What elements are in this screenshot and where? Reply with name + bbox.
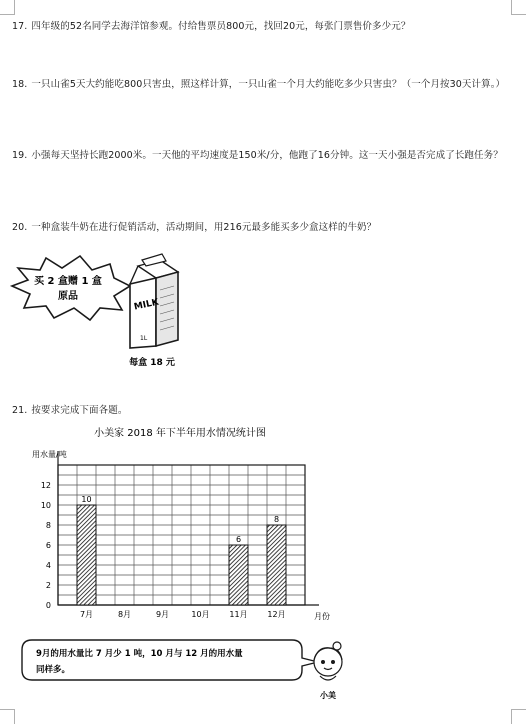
- promo-text-line1: 买 2 盒赠 1 盒: [34, 276, 102, 287]
- speech-line1: 9月的用水量比 7 月少 1 吨，10 月与 12 月的用水量: [36, 649, 243, 659]
- carton-label: MILK: [133, 297, 160, 313]
- chart-title: 小美家 2018 年下半年用水情况统计图: [94, 428, 266, 439]
- question-number: 18.: [12, 79, 28, 90]
- x-tick-label: 7月: [79, 610, 94, 619]
- girl-character-icon: [314, 642, 342, 680]
- y-tick-label: 0: [45, 601, 51, 610]
- question-text: 小强每天坚持长跑2000米。一天他的平均速度是150米/分，他跑了16分钟。这一天小强是否完成了长跑任务？: [31, 150, 503, 161]
- question-text: 一种盒装牛奶在进行促销活动，活动期间，用216元最多能买多少盒这样的牛奶？: [31, 222, 377, 233]
- speech-line2: 同样多。: [36, 665, 71, 675]
- crop-mark-bottom-right: [511, 709, 526, 724]
- question-number: 17.: [12, 21, 28, 32]
- question-20: [12, 217, 512, 239]
- data-label: 10: [81, 495, 92, 504]
- y-tick-label: 12: [40, 481, 51, 490]
- y-tick-label: 4: [45, 561, 51, 570]
- x-axis-label: 月份: [314, 612, 330, 621]
- y-tick-label: 2: [45, 581, 51, 590]
- water-usage-bar-chart: [20, 422, 350, 628]
- data-label: 6: [235, 535, 242, 544]
- question-17: [12, 16, 512, 38]
- carton-size: 1L: [140, 335, 148, 342]
- y-tick-label: 6: [45, 541, 51, 550]
- crop-mark-bottom-left: [0, 709, 15, 724]
- question-text: 四年级的52名同学去海洋馆参观。付给售票员800元，找回20元，每张门票售价多少元？: [31, 21, 411, 32]
- bar: [267, 525, 286, 605]
- chart-bars: [77, 495, 286, 605]
- x-tick-labels: [80, 610, 286, 619]
- milk-carton-icon: [130, 254, 178, 348]
- price-caption: 每盒 18 元: [129, 358, 175, 368]
- x-tick-label: 9月: [155, 610, 170, 619]
- y-tick-labels: [41, 481, 51, 610]
- question-number: 20.: [12, 222, 28, 233]
- x-tick-label: 10月: [191, 610, 210, 619]
- question-19: [12, 145, 512, 167]
- bar: [77, 505, 96, 605]
- character-name: 小美: [320, 691, 336, 700]
- question-21: [12, 400, 512, 422]
- question-number: 21.: [12, 405, 28, 416]
- question-number: 19.: [12, 150, 28, 161]
- milk-promotion-illustration: [10, 250, 200, 375]
- y-tick-label: 8: [45, 521, 51, 530]
- question-18: [12, 74, 512, 96]
- speech-bubble-area: [18, 636, 358, 708]
- promo-text-line2: 原品: [58, 291, 78, 302]
- x-tick-label: 8月: [117, 610, 132, 619]
- data-label: 8: [273, 515, 280, 524]
- y-axis-label: 用水量/吨: [32, 450, 67, 459]
- promo-burst-bubble: [12, 256, 130, 320]
- crop-mark-top-right: [511, 0, 526, 15]
- x-tick-label: 11月: [229, 610, 248, 619]
- crop-mark-top-left: [0, 0, 15, 15]
- bar: [229, 545, 248, 605]
- question-text: 按要求完成下面各题。: [31, 405, 128, 416]
- question-text: 一只山雀5天大约能吃800只害虫，照这样计算，一只山雀一个月大约能吃多少只害虫？（一个月按30天计算。）: [31, 79, 506, 90]
- x-tick-label: 12月: [267, 610, 286, 619]
- y-tick-label: 10: [40, 501, 51, 510]
